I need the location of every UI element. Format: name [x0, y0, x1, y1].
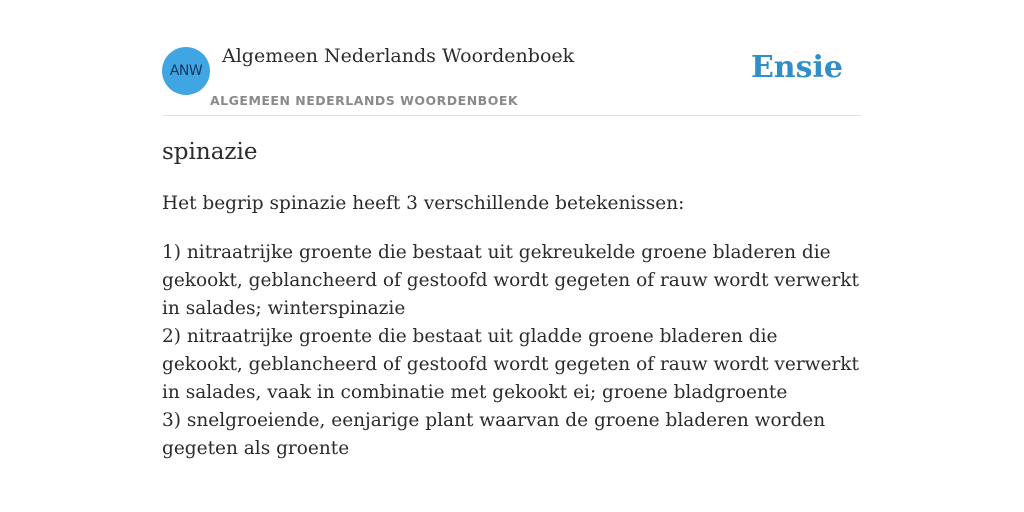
meaning-item: 1) nitraatrijke groente die bestaat uit gekreukelde groene bladeren die gekookt, geblancheerd of gestoofd wordt gegeten of rauw wordt verwerkt in salades; winterspinazie — [162, 242, 859, 319]
entry-intro: Het begrip spinazie heeft 3 verschillende betekenissen: — [162, 193, 685, 214]
source-header — [162, 0, 862, 116]
meaning-item: 2) nitraatrijke groente die bestaat uit gladde groene bladeren die gekookt, geblancheerd of gestoofd wordt gegeten of rauw wordt verwerkt in salades, vaak in combinatie met gekookt ei; groene bladgroente — [162, 326, 859, 403]
logo-text: ANW — [169, 63, 203, 79]
source-subtitle: ALGEMEEN NEDERLANDS WOORDENBOEK — [210, 93, 519, 108]
meaning-item: 3) snelgroeiende, eenjarige plant waarvan de groene bladeren worden gegeten als groente — [162, 410, 826, 459]
entry-term: spinazie — [162, 139, 258, 165]
anw-logo[interactable] — [162, 47, 210, 95]
meanings-list — [162, 239, 862, 463]
source-title[interactable]: Algemeen Nederlands Woordenboek — [222, 45, 575, 67]
ensie-logo[interactable]: Ensie — [750, 50, 843, 85]
entry-card — [162, 0, 862, 512]
